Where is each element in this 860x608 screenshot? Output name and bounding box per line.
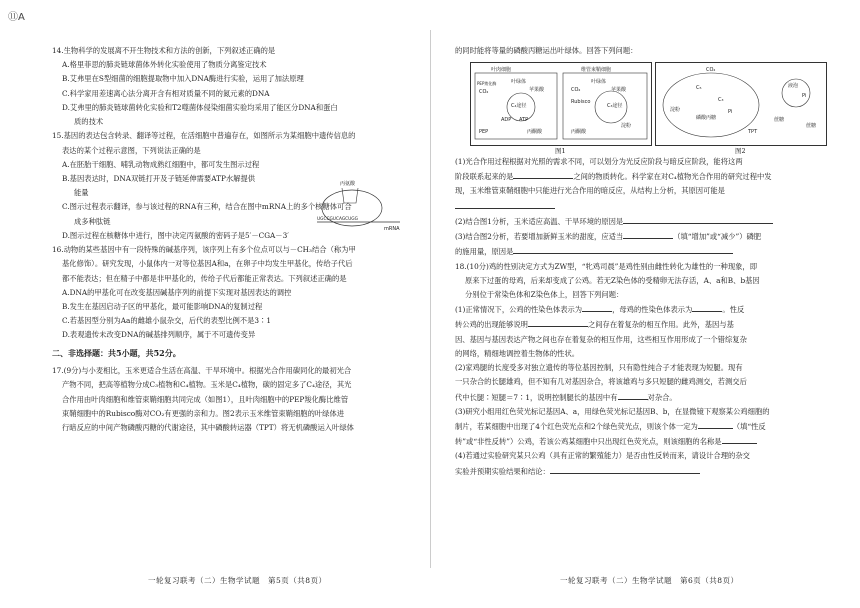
fig2-label-sucrose-1: 蔗糖 — [774, 117, 785, 123]
q15-option-d: D.图示过程在核糖体中进行，图中决定丙氨酸的密码子是5′－CGA－3′ — [62, 230, 289, 240]
q18-3-line1: (3)研究小组用红色荧光标记基因A、a，用绿色荧光标记基因B、b，在显微镜下观察某公鸡细胞的 — [455, 406, 770, 416]
fig1-label-atp: ATP — [519, 117, 529, 123]
q17-3-blank-2[interactable] — [513, 244, 733, 254]
mrna-label: mRNA — [384, 226, 400, 232]
q18-1-blank-3[interactable] — [528, 317, 588, 327]
q18-1-text-c: 。性反 — [722, 305, 745, 315]
q17-3-text-3: 的施用量，原因是 — [455, 247, 514, 257]
q18-2-blank[interactable] — [618, 390, 648, 400]
fig1-bundle-sheath-label: 维管束鞘细胞 — [581, 67, 612, 73]
q14-option-a: A.格里菲思的肺炎链球菌体外转化实验使用了物质分离鉴定技术 — [62, 60, 267, 70]
q17-1-text: 阶段联系起来的是 — [455, 172, 514, 182]
q18-2-text-d: 对杂合。 — [647, 392, 677, 402]
q17-p5: 行暗反应的中间产物磷酸丙糖的代谢途径，其中磷酸转运器（TPT）将无机磷酸运入叶绿体 — [62, 423, 354, 433]
fig2-label-tpt: TPT — [748, 129, 758, 135]
q18-3-text-b: 制片，若某细胞中出现了4个红色荧光点和2个绿色荧光点，则该个体一定为 — [455, 421, 698, 431]
q18-3-text-d: 转”或“非性反转”）公鸡，若该公鸡某细胞中只出现红色荧光点，则该细胞的名称是 — [455, 437, 722, 447]
q14-option-d-cont: 质的技术 — [74, 117, 104, 127]
q18-3-line3 — [455, 434, 830, 449]
q18-1-blank-2[interactable] — [692, 302, 722, 312]
q18-4-blank[interactable] — [550, 464, 700, 474]
q18-1-text-b: ，母鸡的性染色体表示为 — [612, 305, 693, 315]
q17-1-line1: (1)光合作用过程根据对光照的需求不同，可以划分为光反应阶段与暗反应阶段，能将这两 — [455, 157, 743, 166]
fig1-label-chloroplast-1: 叶绿体 — [511, 79, 527, 85]
q16-stem-cont2: 都不能表达；但在精子中都是非甲基化的，传给子代后都能正常表达。下列叙述正确的是 — [62, 273, 347, 283]
mrna-sequence: UGCCGUCAGCUGG — [317, 217, 358, 222]
q15-stem: 15.基因的表达包含转录、翻译等过程，在活细胞中普遍存在，如图所示为某细胞中遗传信息的 — [52, 131, 356, 141]
q18-1-text-d: 转公鸡的出现能够说明 — [455, 320, 528, 330]
q17-1-line2 — [455, 169, 830, 184]
q17-1-line3: 现，玉米维管束鞘细胞中只能进行光合作用的暗反应，从结构上分析，其原因可能是 — [455, 186, 725, 196]
fig2-label-co2: CO₂ — [706, 67, 716, 73]
q18-4-text-b: 实验并预期实验结果和结论： — [455, 466, 550, 476]
right-page-questions — [455, 155, 830, 479]
q17-p3: 合作用由叶肉细胞和维管束鞘细胞共同完成（如图1），且叶肉细胞中的PEP羧化酶比维管 — [62, 394, 349, 404]
section-heading: 二、非选择题：共5小题，共52分。 — [52, 347, 181, 358]
fig1-label-pep-carboxylase: PEP羧化酶 — [477, 81, 497, 86]
q17-p4: 束鞘细胞中的Rubisco酶对CO₂有更强的亲和力。图2表示玉米维管束鞘细胞的叶绿体进 — [62, 408, 345, 418]
fig1-label-rubisco: Rubisco — [571, 99, 591, 105]
q18-3-text-c: （填“性反 — [732, 421, 766, 431]
q14-option-d: D.艾弗里的肺炎链球菌转化实验和T2噬菌体侵染细菌实验均采用了能区分DNA和蛋白 — [62, 102, 338, 112]
q16-stem: 16.动物的某些基因中有一段特殊的碱基序列，该序列上有多个位点可以与－CH₃结合（称为甲 — [52, 245, 356, 255]
fig1-label-pyruvate-2: 丙酮酸 — [571, 129, 587, 135]
right-page — [455, 44, 830, 58]
q17-1-blank-1[interactable] — [513, 169, 573, 179]
figure-2-caption: 图2 — [735, 147, 746, 155]
q16-option-c: C.若基因型分别为Aa的雌雄小鼠杂交，后代的表型比例不是3∶1 — [62, 316, 271, 326]
fig1-mesophyll-label: 叶肉细胞 — [491, 67, 512, 73]
fig1-label-adp: ADP — [501, 117, 512, 123]
q18-4-line1: (4)若通过实验研究某只公鸡（具有正常的繁殖能力）是否由性反转而来，请设计合理的杂交 — [455, 451, 750, 461]
q18-3-line2 — [455, 419, 830, 434]
q15-option-c: C.图示过程表示翻译，参与该过程的RNA有三种，结合在图中mRNA上的多个核糖体可合 — [62, 202, 352, 212]
q14-option-c: C.科学家用差速离心法分离开含有相对质量不同的氮元素的DNA — [62, 88, 270, 98]
fig2-label-pi-1: Pi — [728, 109, 733, 115]
q17-3-line2 — [455, 244, 830, 259]
q18-1-blank-1[interactable] — [582, 302, 612, 312]
fig1-label-malate-2: 苹果酸 — [611, 87, 627, 93]
fig2-label-c5: C₅ — [696, 85, 702, 91]
fig2-label-pi-2: Pi — [802, 93, 807, 99]
q18-3-blank-2[interactable] — [722, 434, 757, 444]
q16-stem-cont1: 基化修饰）。研究发现，小鼠体内一对等位基因A和a，在卵子中均发生甲基化，传给子代后 — [62, 259, 353, 269]
fig1-label-co2-2: CO₂ — [571, 87, 581, 93]
fig1-label-chloroplast-2: 叶绿体 — [591, 79, 607, 85]
figure-2-triose-phosphate — [655, 62, 827, 146]
figure-1-caption: 图1 — [555, 147, 566, 155]
q18-2-line2: 一只杂合的长腿雄鸡，但不知有几对基因杂合，将该雄鸡与多只短腿的雌鸡测交，若测交后 — [455, 377, 747, 387]
right-footer: 一轮复习联考（二）生物学试题 第6页（共8页） — [560, 576, 739, 585]
alanine-label: 丙氨酸 — [340, 181, 356, 187]
figure-1-c4-pathway — [470, 62, 652, 146]
fig2-label-sucrose-2: 蔗糖 — [806, 123, 817, 129]
q17-2-text: (2)结合图1分析，玉米适应高温、干旱环境的原因是 — [455, 216, 624, 226]
q15-option-a: A.在胚胎干细胞、哺乳动物成熟红细胞中，都可发生图示过程 — [62, 159, 260, 169]
fig1-label-c4-path: C₄途径 — [511, 103, 527, 109]
fig2-label-vacuole: 液泡 — [788, 83, 799, 89]
fig1-label-co2-1: CO₂ — [479, 89, 489, 95]
q17-1-blank-2[interactable] — [455, 199, 555, 209]
q18-p3: 分别位于常染色体和Z染色体上，回答下列问题： — [465, 289, 624, 299]
q18-2-text-c: 代中长腿∶短腿＝7∶1，说明控制腿长的基因中有 — [455, 392, 618, 402]
q18-1-line3: 因、基因与基因表达产物之间也存在着复杂的相互作用，这些相互作用形成了一个错综复杂 — [455, 334, 747, 344]
q15-stem-cont: 表达的某个过程示意图，下列说法正确的是 — [62, 145, 201, 155]
q18-p1: 18.(10分)鸡的性别决定方式为ZW型，“牝鸡司晨”是鸡性别由雌性转化为雄性的一种现象，即 — [455, 261, 758, 271]
fig1-label-starch: 淀粉 — [621, 123, 632, 129]
q17-3-blank-1[interactable] — [623, 229, 673, 239]
q17-3-line1 — [455, 229, 830, 244]
q16-option-a: A.DNA的甲基化可在改变基因碱基序列的前提下实现对基因表达的调控 — [62, 287, 292, 297]
q17-1-text-2: 之间的物质转化。科学家在对C₄植物光合作用的研究过程中发 — [573, 172, 772, 182]
q14-option-b: B.艾弗里在S型细菌的细胞提取物中加入DNA酶进行实验，运用了加法原理 — [62, 74, 304, 84]
q17-1-line4 — [455, 199, 830, 214]
q17-3-text: (3)结合图2分析，若要增加新鲜玉米的甜度，应适当 — [455, 232, 624, 242]
fig2-label-c3: C₃ — [718, 97, 724, 103]
fig1-label-pyruvate-1: 丙酮酸 — [527, 129, 543, 135]
q17-p2: 产物不同，把高等植物分成C₃植物和C₄植物。玉米是C₄植物，碳的固定多了C₄途径，其光 — [62, 380, 352, 390]
fig2-label-triose-phosphate: 磷酸丙糖 — [696, 115, 717, 121]
q17-2-blank[interactable] — [623, 214, 773, 224]
fig1-label-c3-path: C₃途径 — [607, 103, 623, 109]
q18-3-blank-1[interactable] — [698, 419, 733, 429]
left-footer: 一轮复习联考（二）生物学试题 第5页（共8页） — [148, 576, 327, 585]
q18-p2: 原来下过蛋的母鸡，后来却变成了公鸡。若无Z染色体的受精卵无法存活，A、a和B、b基因 — [465, 275, 760, 285]
q14-stem: 14.生物科学的发展离不开生物技术和方法的创新，下列叙述正确的是 — [52, 46, 276, 55]
q18-1-text-e: 之间存在着复杂的相互作用。此外，基因与基 — [587, 320, 734, 330]
q17-p1: 17.(9分)与小麦相比，玉米更适合生活在高温、干旱环境中。根据光合作用碳同化的最初光合 — [52, 366, 352, 376]
q16-option-b: B.发生在基因启动子区的甲基化，最可能影响DNA的复制过程 — [62, 301, 263, 311]
q18-1-line2 — [455, 317, 830, 332]
q15-option-c-cont: 成多种肽链 — [74, 216, 111, 226]
q18-4-line2 — [455, 464, 830, 479]
fig2-label-starch: 淀粉 — [670, 107, 681, 113]
q17-intro-cont: 的同时能将等量的磷酸丙糖运出叶绿体。回答下列问题： — [455, 46, 638, 55]
left-page — [52, 44, 457, 435]
q17-3-text-2: （填“增加”或“减少”）磷肥 — [673, 232, 762, 242]
q15-option-b-cont: 能量 — [74, 188, 89, 198]
q16-option-d: D.表观遗传未改变DNA的碱基排列顺序，属于不可遗传变异 — [62, 330, 256, 340]
q17-2-line — [455, 214, 830, 229]
q18-1-text-a: (1)正常情况下，公鸡的性染色体表示为 — [455, 305, 583, 315]
q18-1-line4: 的网络，精细地调控着生物体的性状。 — [455, 348, 580, 358]
q18-1-line1 — [455, 302, 830, 317]
translation-diagram — [312, 178, 404, 236]
fig1-label-pep: PEP — [479, 129, 489, 135]
q18-2-line3 — [455, 390, 830, 405]
fig1-label-malate-1: 苹果酸 — [529, 87, 545, 93]
q15-option-b: B.基因表达时，DNA双链打开及子链延伸需要ATP水解提供 — [62, 173, 256, 183]
q18-2-line1: (2)家鸡腿的长度受多对独立遗传的等位基因控制，只有隐性纯合子才能表现为短腿。现有 — [455, 363, 743, 373]
corner-mark: ⑪A — [8, 12, 25, 23]
